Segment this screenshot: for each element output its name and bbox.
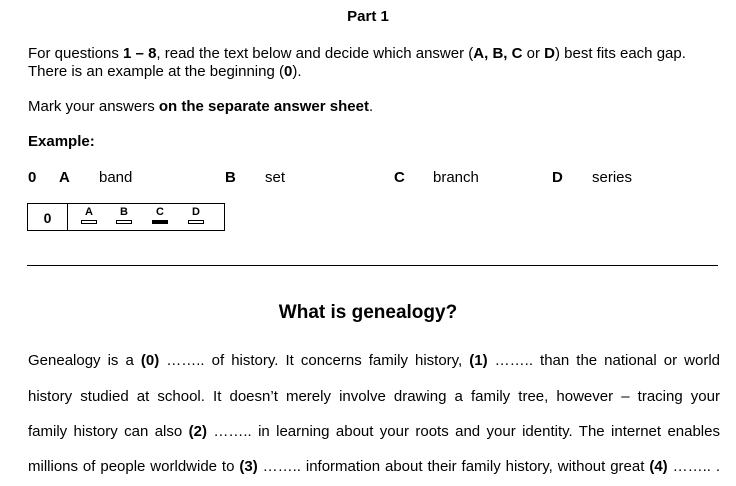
passage-text: …….. information about their family history, without great xyxy=(257,458,650,475)
instr-text: . xyxy=(368,98,374,115)
option-b-text: set xyxy=(265,169,286,186)
answer-bubble xyxy=(188,220,204,224)
answer-cell-c xyxy=(150,206,170,224)
instr-text: or xyxy=(522,45,545,62)
option-c-letter: C xyxy=(394,169,405,186)
mark-instructions xyxy=(28,98,373,116)
answer-cell-b xyxy=(114,206,134,224)
answer-letter: A xyxy=(85,206,93,218)
passage-text: Genealogy is a xyxy=(28,352,141,369)
answer-letter: B xyxy=(120,206,128,218)
part-title: Part 1 xyxy=(347,8,389,25)
instr-text: , read the text below and decide which answer ( xyxy=(156,45,474,62)
passage-line: history studied at school. It doesn’t merely involve drawing a family tree, however – tracing your xyxy=(28,388,720,405)
option-d-letter: D xyxy=(552,169,563,186)
option-c-text: branch xyxy=(433,169,479,186)
gap-marker: (3) xyxy=(239,458,258,475)
instr-text: For questions xyxy=(28,45,124,62)
instr-text: ). xyxy=(292,63,302,80)
passage-text: family history can also xyxy=(28,423,189,440)
instructions-line-2 xyxy=(28,63,302,81)
option-b-letter: B xyxy=(225,169,236,186)
instr-example-number: 0 xyxy=(284,63,293,80)
instr-text: ) best fits each gap. xyxy=(554,45,686,62)
passage-text: …….. than the national or world xyxy=(487,352,720,369)
example-answer-box xyxy=(27,203,225,231)
passage-line xyxy=(28,458,720,476)
example-label: Example: xyxy=(28,133,95,150)
section-divider xyxy=(27,265,718,266)
instr-options: A, B, C xyxy=(473,45,523,62)
gap-marker: (4) xyxy=(649,458,668,475)
answer-bubble xyxy=(116,220,132,224)
gap-marker: (1) xyxy=(469,352,488,369)
gap-marker: (0) xyxy=(140,352,160,369)
answer-bubble-selected xyxy=(152,220,168,224)
example-number: 0 xyxy=(28,169,37,186)
passage-text: …….. of history. It concerns family history, xyxy=(159,352,470,369)
passage-text: …….. . xyxy=(667,458,721,475)
option-d-text: series xyxy=(592,169,633,186)
option-a-letter: A xyxy=(59,169,70,186)
instr-option-d: D xyxy=(544,45,555,62)
instructions-line-1 xyxy=(28,45,686,63)
passage-text: millions of people worldwide to xyxy=(28,458,240,475)
instr-question-range: 1 – 8 xyxy=(123,45,157,62)
instr-text: Mark your answers xyxy=(28,98,159,115)
passage-line xyxy=(28,352,720,370)
gap-marker: (2) xyxy=(188,423,207,440)
option-a-text: band xyxy=(99,169,133,186)
passage-heading: What is genealogy? xyxy=(278,302,458,323)
answer-cell-a xyxy=(79,206,99,224)
passage-line xyxy=(28,423,720,441)
instr-answer-sheet: on the separate answer sheet xyxy=(158,98,369,115)
instr-text: There is an example at the beginning ( xyxy=(28,63,284,80)
answer-letter: C xyxy=(156,206,164,218)
answer-box-number: 0 xyxy=(28,204,68,230)
passage-text: …….. in learning about your roots and your identity. The internet enables xyxy=(206,423,720,440)
answer-bubble xyxy=(81,220,97,224)
answer-cell-d xyxy=(186,206,206,224)
answer-letter: D xyxy=(192,206,200,218)
